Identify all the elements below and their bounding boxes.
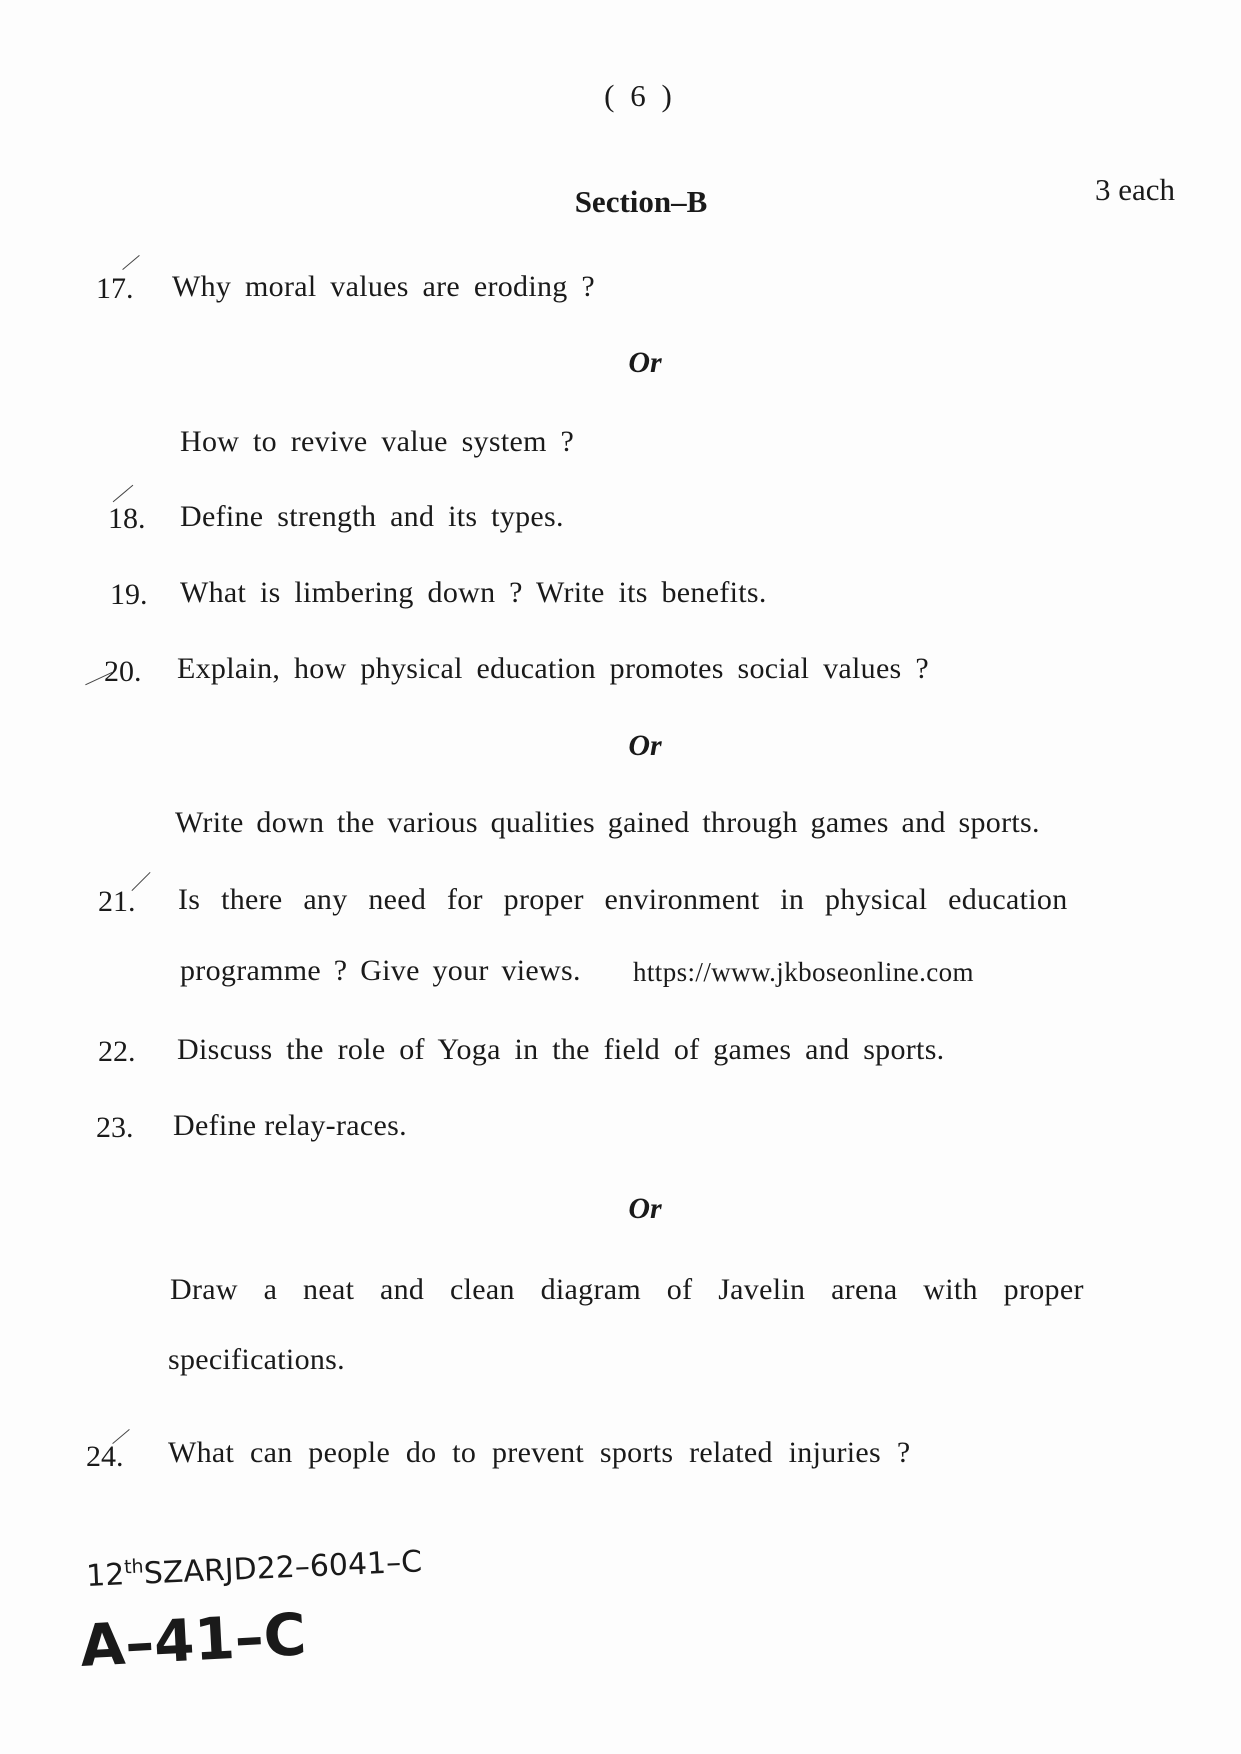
or-label: Or [628, 1192, 662, 1225]
or-label: Or [628, 346, 662, 379]
question-number: 22. [98, 1035, 136, 1068]
footer-code: 12thSZARJD22–6041–C [85, 1544, 423, 1594]
question-text: Discuss the role of Yoga in the field of games and sports. [177, 1033, 945, 1066]
question-text-line1: Is there any need for proper environment in physical education [178, 883, 1068, 916]
question-text: Define strength and its types. [180, 500, 564, 533]
page-number: ( 6 ) [604, 78, 676, 113]
question-alt-text-line2: specifications. [168, 1343, 345, 1376]
website-url: https://www.jkboseonline.com [633, 957, 974, 987]
question-text: What can people do to prevent sports related injuries ? [168, 1436, 911, 1469]
question-number: 17. [96, 272, 134, 305]
question-text: Explain, how physical education promotes social values ? [177, 652, 929, 685]
question-alt-text: How to revive value system ? [180, 425, 575, 458]
question-text: What is limbering down ? Write its benefits. [180, 576, 767, 609]
pen-tick-mark [113, 485, 134, 502]
section-title: Section–B [574, 184, 708, 219]
pen-tick-mark [131, 872, 150, 891]
question-alt-text: Write down the various qualities gained through games and sports. [175, 806, 1040, 839]
question-number: 21. [98, 885, 136, 918]
question-alt-text-line1: Draw a neat and clean diagram of Javelin arena with proper [170, 1273, 1084, 1306]
or-label: Or [628, 729, 662, 762]
question-number: 20. [104, 655, 142, 688]
question-number: 23. [96, 1111, 134, 1144]
marks-label: 3 each [1095, 172, 1176, 207]
paper-code: A–41–C [78, 1600, 308, 1680]
question-number: 18. [108, 502, 146, 535]
question-text: Define relay-races. [173, 1109, 407, 1142]
question-number: 24. [86, 1440, 124, 1473]
pen-tick-mark [122, 255, 139, 270]
question-text-line2: programme ? Give your views. [180, 954, 581, 987]
question-number: 19. [110, 578, 148, 611]
question-text: Why moral values are eroding ? [172, 270, 596, 303]
